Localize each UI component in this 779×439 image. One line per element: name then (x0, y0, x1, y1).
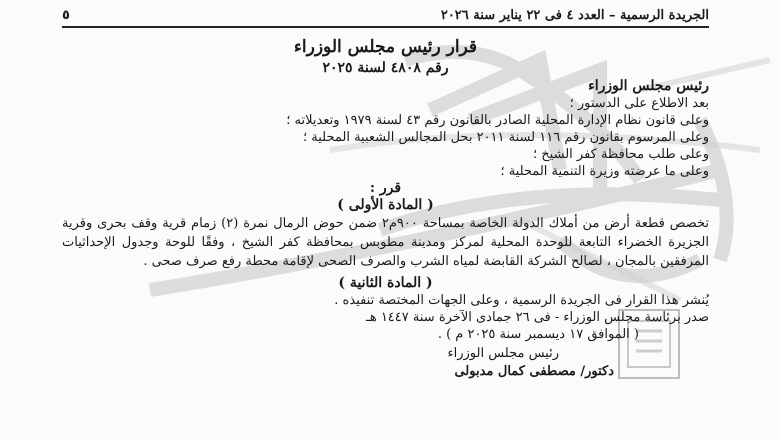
article-2-text: يُنشر هذا القرار فى الجريدة الرسمية ، وعلى الجهات المختصة تنفيذه . (334, 293, 709, 308)
decision-title: قرار رئيس مجلس الوزراء (293, 37, 478, 57)
decision-number: رقم ٤٨٠٨ لسنة ٢٠٢٥ (322, 60, 449, 76)
signature-title: رئيس مجلس الوزراء (447, 346, 559, 361)
page-number: ٥ (62, 7, 70, 23)
gregorian-date: ( الموافق ١٧ ديسمبر سنة ٢٠٢٥ م ) . (437, 327, 639, 342)
signature-name: دكتور/ مصطفى كمال مدبولى (454, 364, 614, 379)
decides-heading: قرر : (369, 180, 402, 196)
issued-at: صدر برئاسة مجلس الوزراء - فى ٢٦ جمادى الآخرة سنة ١٤٤٧ هـ (366, 310, 709, 325)
issuer: رئيس مجلس الوزراء (588, 78, 709, 94)
preamble-line: وعلى المرسوم بقانون رقم ١١٦ لسنة ٢٠١١ بحل المجالس الشعبية المحلية ؛ (303, 130, 709, 145)
preamble-line: بعد الاطلاع على الدستور ؛ (569, 96, 709, 111)
preamble-line: وعلى قانون نظام الإدارة المحلية الصادر بالقانون رقم ٤٣ لسنة ١٩٧٩ وتعديلاته ؛ (286, 113, 709, 128)
preamble-line: وعلى ما عرضته وزيرة التنمية المحلية ؛ (500, 164, 709, 179)
article-1-heading: ( المادة الأولى ) (337, 197, 434, 213)
article-2-heading: ( المادة الثانية ) (338, 275, 433, 291)
article-1-text: تخصص قطعة أرض من أملاك الدولة الخاصة بمساحة ٩٠٠م٢ ضمن حوض الرمال نمرة (٢) زمام قرية وقف بحرى وقرية الجزيرة الخضراء التابعة للوحدة المحلية لمركز ومدينة مطوبس بمحافظة كفر الشيخ ، وفقًا للوحة وجدول الإحداثيات المرفقين بالمجان ، لصالح الشركة القابضة لمياه الشرب والصرف الصحى لإقامة محطة رفع صرف صحى . (62, 216, 709, 269)
page-header (62, 4, 709, 28)
preamble-line: وعلى طلب محافظة كفر الشيخ ؛ (533, 147, 709, 162)
decision-body (62, 28, 709, 382)
running-title: الجريدة الرسمية – العدد ٤ فى ٢٢ يناير سنة ٢٠٢٦ (440, 7, 709, 23)
